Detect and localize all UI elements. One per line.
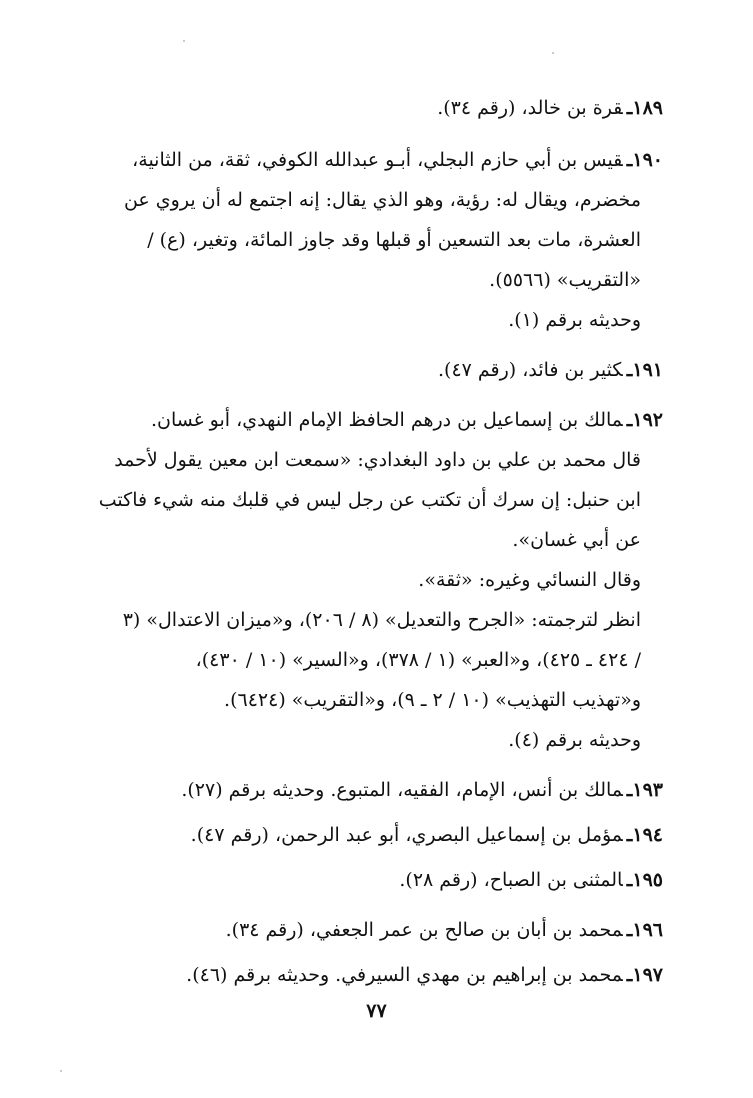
entry-number: ١٩٤ـ — [626, 824, 663, 846]
entry-number: ١٩٠ـ — [626, 149, 663, 171]
entry-192-line-2: قال محمد بن علي بن داود البغدادي: «سمعت ابن معين يقول لأحمد — [114, 449, 641, 471]
entry-189-line-1 — [63, 88, 663, 128]
entry-190-line-3: العشرة، مات بعد التسعين أو قبلها وقد جاوز المائة، وتغير، (ع) / — [147, 229, 641, 251]
entry-text: المثنى بن الصباح، (رقم ٢٨). — [399, 869, 623, 891]
entry-text: قيس بن أبي حازم البجلي، أبـو عبدالله الكوفي، ثقة، من الثانية، — [132, 149, 623, 171]
entry-196-line-1 — [63, 910, 663, 950]
scan-speck — [183, 40, 185, 42]
entry-191-line-1 — [63, 350, 663, 390]
entry-193-line-1 — [63, 770, 663, 810]
entry-text: قرة بن خالد، (رقم ٣٤). — [437, 97, 623, 119]
entry-number: ١٨٩ـ — [626, 97, 663, 119]
entry-190-line-5: وحديثه برقم (١). — [508, 309, 641, 331]
scan-speck — [552, 52, 554, 54]
entry-190-line-2: مخضرم، ويقال له: رؤية، وهو الذي يقال: إنه اجتمع له أن يروي عن — [123, 189, 641, 211]
entry-number: ١٩١ـ — [626, 359, 663, 381]
entry-190-line-4: «التقريب» (٥٥٦٦). — [489, 269, 641, 291]
entry-text: مالك بن إسماعيل بن درهم الحافظ الإمام النهدي، أبو غسان. — [150, 409, 623, 431]
entry-text: مؤمل بن إسماعيل البصري، أبو عبد الرحمن، (رقم ٤٧). — [190, 824, 623, 846]
entry-194-line-1 — [63, 815, 663, 855]
entry-192-line-3: ابن حنبل: إن سرك أن تكتب عن رجل ليس في قلبك منه شيء فاكتب — [98, 489, 641, 511]
entry-text: مالك بن أنس، الإمام، الفقيه، المتبوع. وحديثه برقم (٢٧). — [181, 779, 623, 801]
entry-192-line-1 — [63, 400, 663, 440]
entry-text: كثير بن فائد، (رقم ٤٧). — [437, 359, 623, 381]
entry-number: ١٩٦ـ — [626, 919, 663, 941]
entry-192-line-9: وحديثه برقم (٤). — [508, 729, 641, 751]
entry-number: ١٩٢ـ — [626, 409, 663, 431]
entry-197-line-1 — [63, 955, 663, 995]
entry-195-line-1 — [63, 860, 663, 900]
entry-192-line-6: انظر لترجمته: «الجرح والتعديل» (٨ / ٢٠٦)، و«ميزان الاعتدال» (٣ — [122, 609, 641, 631]
scan-speck — [60, 1070, 62, 1072]
page-number: ٧٧ — [366, 1000, 387, 1022]
entry-190-line-1 — [63, 140, 663, 180]
entry-192-line-5: وقال النسائي وغيره: «ثقة». — [418, 569, 641, 591]
entry-192-line-8: و«تهذيب التهذيب» (١٠ / ٢ ـ ٩)، و«التقريب» (٦٤٢٤). — [224, 689, 641, 711]
entry-number: ١٩٣ـ — [626, 779, 663, 801]
entry-number: ١٩٥ـ — [626, 869, 663, 891]
entry-192-line-4: عن أبي غسان». — [512, 529, 641, 551]
entry-text: محمد بن أبان بن صالح بن عمر الجعفي، (رقم ٣٤). — [225, 919, 623, 941]
entry-192-line-7: / ٤٢٤ ـ ٤٢٥)، و«العبر» (١ / ٣٧٨)، و«السير» (١٠ / ٤٣٠)، — [195, 649, 641, 671]
entry-number: ١٩٧ـ — [626, 964, 663, 986]
entry-text: محمد بن إبراهيم بن مهدي السيرفي. وحديثه برقم (٤٦). — [186, 964, 623, 986]
